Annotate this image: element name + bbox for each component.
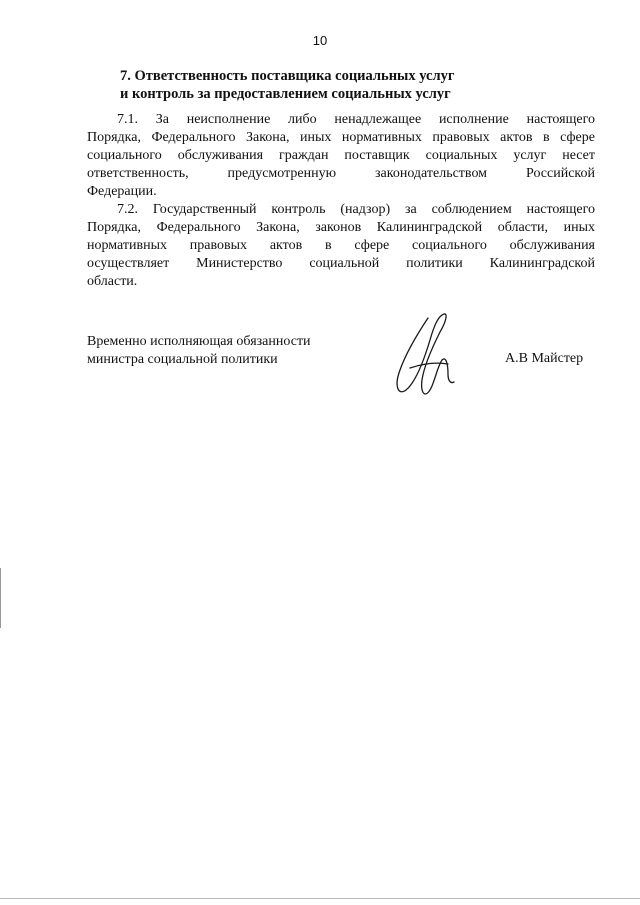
section-heading xyxy=(120,67,454,103)
paragraph-7-2 xyxy=(87,201,595,291)
signature-stroke xyxy=(397,314,454,394)
paragraph-line: нормативных правовых актов в сфере социального обслуживания xyxy=(87,238,595,253)
section-body xyxy=(87,111,595,291)
signer-name: А.В Майстер xyxy=(505,351,584,366)
paragraph-line: области. xyxy=(87,274,138,289)
paragraph-line: 7.1. За неисполнение либо ненадлежащее исполнение настоящего xyxy=(117,112,595,127)
page-number: 10 xyxy=(312,33,328,48)
position-line-2: министра социальной политики xyxy=(87,352,278,367)
paragraph-line: Федерации. xyxy=(87,184,157,199)
heading-line-1: 7. Ответственность поставщика социальных услуг xyxy=(120,68,455,84)
paragraph-line: ответственность, предусмотренную законодательством Российской xyxy=(87,166,595,181)
scan-edge-mark xyxy=(0,568,1,628)
handwritten-signature xyxy=(388,308,468,408)
paragraph-line: осуществляет Министерство социальной политики Калининградской xyxy=(87,256,595,271)
paragraph-7-1 xyxy=(87,111,595,201)
scan-edge-mark xyxy=(0,898,640,899)
paragraph-line: Порядка, Федерального Закона, иных нормативных правовых актов в сфере xyxy=(87,130,595,145)
paragraph-line: 7.2. Государственный контроль (надзор) за соблюдением настоящего xyxy=(117,202,595,217)
position-line-1: Временно исполняющая обязанности xyxy=(87,334,311,349)
heading-line-2: и контроль за предоставлением социальных услуг xyxy=(120,86,451,102)
signature-stroke xyxy=(410,363,448,368)
paragraph-line: социального обслуживания граждан поставщик социальных услуг несет xyxy=(87,148,595,163)
signatory-position xyxy=(87,333,311,369)
paragraph-line: Порядка, Федерального Закона, законов Калининградской области, иных xyxy=(87,220,595,235)
